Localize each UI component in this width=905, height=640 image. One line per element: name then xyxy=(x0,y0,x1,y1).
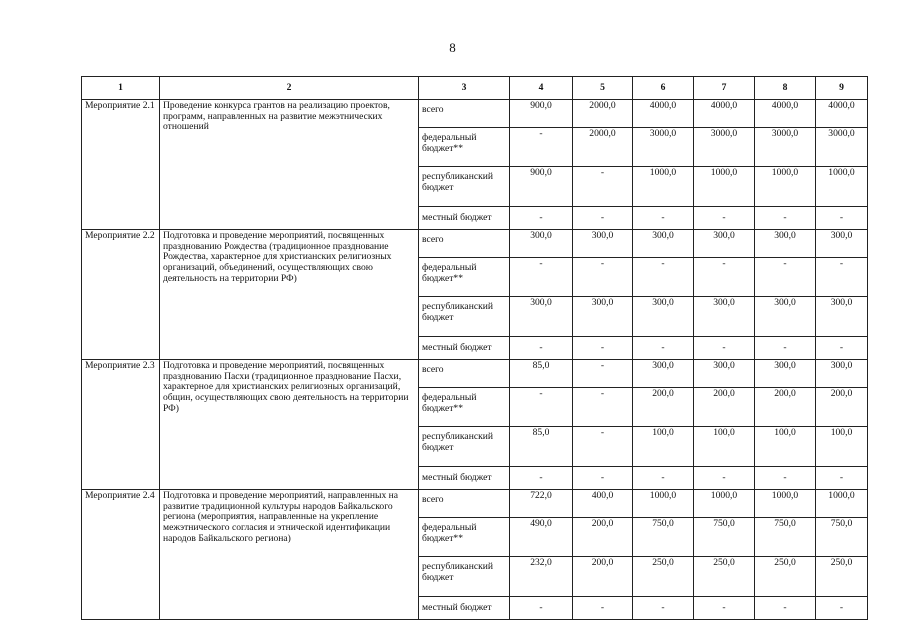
amount-cell: 85,0 xyxy=(510,427,573,467)
amount-cell: 300,0 xyxy=(816,360,868,388)
amount-cell: 2000,0 xyxy=(573,100,633,128)
amount-cell: - xyxy=(633,467,694,490)
amount-cell: 1000,0 xyxy=(633,490,694,518)
amount-cell: 4000,0 xyxy=(633,100,694,128)
amount-cell: 2000,0 xyxy=(573,128,633,167)
funding-source: местный бюджет xyxy=(419,597,510,620)
table-row xyxy=(82,230,868,258)
amount-cell: 1000,0 xyxy=(755,167,816,207)
amount-cell: 100,0 xyxy=(633,427,694,467)
amount-cell: 750,0 xyxy=(694,518,755,557)
amount-cell: 300,0 xyxy=(816,297,868,337)
amount-cell: 300,0 xyxy=(573,297,633,337)
amount-cell: 100,0 xyxy=(755,427,816,467)
amount-cell: 300,0 xyxy=(755,297,816,337)
measure-description: Подготовка и проведение мероприятий, посвященных празднованию Рождества (традиционное празднование Рождества, характерное для христианских религиозных организаций, объединений, осуществляющих свою деятельность на территории РФ) xyxy=(160,230,419,360)
amount-cell: - xyxy=(694,597,755,620)
amount-cell: - xyxy=(510,337,573,360)
amount-cell: 200,0 xyxy=(816,388,868,427)
amount-cell: 300,0 xyxy=(633,360,694,388)
measure-code: Мероприятие 2.3 xyxy=(82,360,160,490)
funding-source: республиканский бюджет xyxy=(419,427,510,467)
amount-cell: - xyxy=(755,597,816,620)
amount-cell: 900,0 xyxy=(510,100,573,128)
budget-table-body xyxy=(82,100,868,620)
amount-cell: 100,0 xyxy=(694,427,755,467)
amount-cell: - xyxy=(694,258,755,297)
amount-cell: - xyxy=(510,388,573,427)
budget-table xyxy=(81,76,868,620)
column-header: 1 xyxy=(82,77,160,100)
amount-cell: 200,0 xyxy=(694,388,755,427)
amount-cell: 3000,0 xyxy=(755,128,816,167)
table-row xyxy=(82,100,868,128)
amount-cell: 1000,0 xyxy=(694,167,755,207)
amount-cell: - xyxy=(694,207,755,230)
amount-cell: 200,0 xyxy=(633,388,694,427)
measure-code: Мероприятие 2.1 xyxy=(82,100,160,230)
amount-cell: - xyxy=(573,207,633,230)
amount-cell: 200,0 xyxy=(573,518,633,557)
amount-cell: - xyxy=(633,337,694,360)
amount-cell: 300,0 xyxy=(816,230,868,258)
amount-cell: 300,0 xyxy=(510,297,573,337)
amount-cell: 300,0 xyxy=(755,230,816,258)
amount-cell: 490,0 xyxy=(510,518,573,557)
amount-cell: 3000,0 xyxy=(694,128,755,167)
column-header: 3 xyxy=(419,77,510,100)
amount-cell: - xyxy=(755,337,816,360)
page-number: 8 xyxy=(449,40,456,55)
amount-cell: - xyxy=(633,597,694,620)
amount-cell: 300,0 xyxy=(633,230,694,258)
funding-source: федеральный бюджет** xyxy=(419,388,510,427)
table-row xyxy=(82,490,868,518)
amount-cell: - xyxy=(816,207,868,230)
amount-cell: - xyxy=(755,467,816,490)
funding-source: местный бюджет xyxy=(419,467,510,490)
amount-cell: 750,0 xyxy=(633,518,694,557)
amount-cell: 85,0 xyxy=(510,360,573,388)
amount-cell: - xyxy=(573,427,633,467)
amount-cell: 100,0 xyxy=(816,427,868,467)
funding-source: местный бюджет xyxy=(419,207,510,230)
amount-cell: - xyxy=(573,167,633,207)
header-row xyxy=(82,77,868,100)
amount-cell: 1000,0 xyxy=(633,167,694,207)
amount-cell: - xyxy=(573,597,633,620)
funding-source: федеральный бюджет** xyxy=(419,518,510,557)
amount-cell: - xyxy=(510,207,573,230)
amount-cell: 300,0 xyxy=(694,297,755,337)
amount-cell: - xyxy=(694,467,755,490)
amount-cell: - xyxy=(816,597,868,620)
amount-cell: 300,0 xyxy=(694,360,755,388)
amount-cell: 900,0 xyxy=(510,167,573,207)
funding-source: всего xyxy=(419,230,510,258)
amount-cell: 300,0 xyxy=(633,297,694,337)
amount-cell: - xyxy=(755,207,816,230)
funding-source: всего xyxy=(419,490,510,518)
amount-cell: - xyxy=(573,388,633,427)
amount-cell: - xyxy=(573,467,633,490)
amount-cell: 300,0 xyxy=(573,230,633,258)
column-header: 7 xyxy=(694,77,755,100)
amount-cell: - xyxy=(816,467,868,490)
funding-source: всего xyxy=(419,360,510,388)
amount-cell: 4000,0 xyxy=(816,100,868,128)
funding-source: местный бюджет xyxy=(419,337,510,360)
amount-cell: 722,0 xyxy=(510,490,573,518)
funding-source: республиканский бюджет xyxy=(419,557,510,597)
amount-cell: 1000,0 xyxy=(694,490,755,518)
measure-code: Мероприятие 2.2 xyxy=(82,230,160,360)
amount-cell: 200,0 xyxy=(573,557,633,597)
amount-cell: - xyxy=(510,597,573,620)
amount-cell: - xyxy=(816,337,868,360)
amount-cell: - xyxy=(573,258,633,297)
amount-cell: 3000,0 xyxy=(816,128,868,167)
column-header: 9 xyxy=(816,77,868,100)
amount-cell: 750,0 xyxy=(816,518,868,557)
funding-source: федеральный бюджет** xyxy=(419,258,510,297)
amount-cell: 300,0 xyxy=(510,230,573,258)
column-header: 8 xyxy=(755,77,816,100)
funding-source: республиканский бюджет xyxy=(419,167,510,207)
amount-cell: 3000,0 xyxy=(633,128,694,167)
measure-code: Мероприятие 2.4 xyxy=(82,490,160,620)
column-header: 4 xyxy=(510,77,573,100)
amount-cell: 750,0 xyxy=(755,518,816,557)
funding-source: всего xyxy=(419,100,510,128)
funding-source: федеральный бюджет** xyxy=(419,128,510,167)
amount-cell: - xyxy=(573,337,633,360)
measure-description: Проведение конкурса грантов на реализацию проектов, программ, направленных на развитие межэтнических отношений xyxy=(160,100,419,230)
amount-cell: - xyxy=(694,337,755,360)
amount-cell: - xyxy=(633,207,694,230)
amount-cell: 250,0 xyxy=(755,557,816,597)
table-row xyxy=(82,360,868,388)
funding-source: республиканский бюджет xyxy=(419,297,510,337)
amount-cell: 300,0 xyxy=(755,360,816,388)
column-header: 6 xyxy=(633,77,694,100)
amount-cell: 250,0 xyxy=(816,557,868,597)
amount-cell: - xyxy=(510,128,573,167)
amount-cell: 1000,0 xyxy=(816,167,868,207)
amount-cell: 1000,0 xyxy=(755,490,816,518)
column-header: 2 xyxy=(160,77,419,100)
amount-cell: - xyxy=(755,258,816,297)
amount-cell: 4000,0 xyxy=(755,100,816,128)
column-header: 5 xyxy=(573,77,633,100)
amount-cell: - xyxy=(510,258,573,297)
amount-cell: - xyxy=(816,258,868,297)
amount-cell: 4000,0 xyxy=(694,100,755,128)
amount-cell: 250,0 xyxy=(633,557,694,597)
amount-cell: 1000,0 xyxy=(816,490,868,518)
amount-cell: - xyxy=(633,258,694,297)
amount-cell: - xyxy=(510,467,573,490)
amount-cell: 400,0 xyxy=(573,490,633,518)
measure-description: Подготовка и проведение мероприятий, посвященных празднованию Пасхи (традиционное празднование Пасхи, характерное для христианских религиозных организаций, общин, осуществляющих свою деятельность на территории РФ) xyxy=(160,360,419,490)
measure-description: Подготовка и проведение мероприятий, направленных на развитие традиционной культуры народов Байкальского региона (мероприятия, направленные на укрепление межэтнического согласия и этнической идентификации народов Байкальского региона) xyxy=(160,490,419,620)
amount-cell: 232,0 xyxy=(510,557,573,597)
amount-cell: 200,0 xyxy=(755,388,816,427)
amount-cell: 250,0 xyxy=(694,557,755,597)
amount-cell: - xyxy=(573,360,633,388)
amount-cell: 300,0 xyxy=(694,230,755,258)
